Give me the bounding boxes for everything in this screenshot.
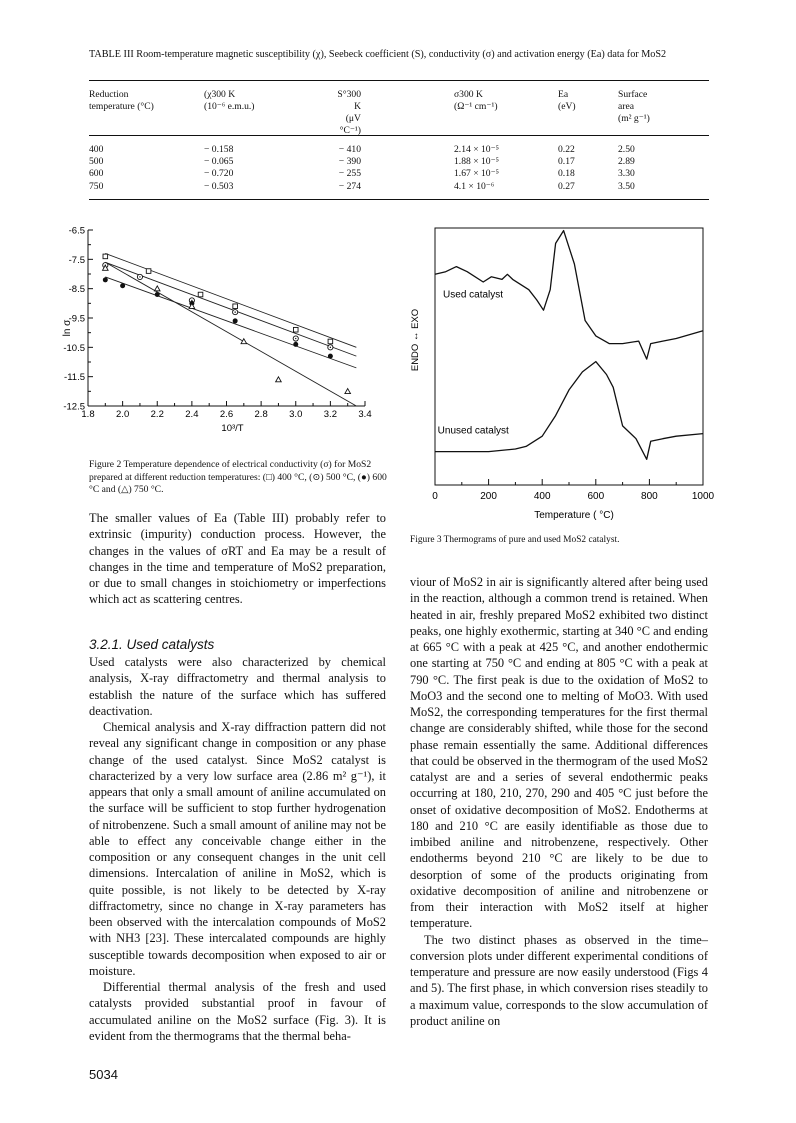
left-column-intro <box>89 510 386 608</box>
table-column <box>558 144 575 193</box>
table-cell: 2.14 × 10⁻⁵ <box>454 144 499 155</box>
table-column-header: Surface area (m² g⁻¹) <box>618 89 650 124</box>
paragraph: viour of MoS2 in air is significantly altered after being used in the reaction, although a common trend is retained. When heated in air, freshly prepared MoS2 exhibited two distinct peaks, one highly exothermic, starting at 340 °C and ending at 665 °C with a peak at 425 °C, and another endothermic one starting at 750 °C and ending at 805 °C with a peak at 790 °C. The first peak is due to the oxidation of MoS2 to MoO3 and the second one to melting of MoO3. With used MoS2, the corresponding temperatures for the first thermal change are considerably shifted, while those for the second phase remain essentially the same. Additional differences that could be observed in the thermogram of the used MoS2 catalyst are and a series of several endothermic peaks occurring at 180, 210, 270, 290 and 405 °C just before the onset of oxidative decomposition of MoS2. Endotherms at 180 and 210 °C are easily identifiable as those due to imbibed aniline and nitrobenzene, respectively. Other endotherms beyond 210 °C are likely to be due to desorption of some of the products originating from oxidative decomposition of aniline and nitrobenzene or from their interaction with MoS2 itself at higher temperature. <box>410 575 708 931</box>
data-point <box>103 277 108 282</box>
table-cell: − 274 <box>338 180 361 192</box>
x-tick-label: 800 <box>641 491 658 502</box>
table-cell: 2.89 <box>618 156 635 168</box>
paragraph: Used catalysts were also characterized by chemical analysis, X-ray diffractometry and thermal analysis to establish the nature of the surface which has suffered deactivation. <box>89 655 386 718</box>
y-axis-label: ENDO ↔ EXO <box>410 308 421 372</box>
data-point-center <box>330 347 331 348</box>
page-number: 5034 <box>89 1067 118 1082</box>
table-column <box>204 144 233 193</box>
table-cell: 3.30 <box>618 168 635 180</box>
x-tick-label: 1.8 <box>81 409 95 420</box>
table-cell: − 255 <box>338 168 361 180</box>
table-column-header: S°300 K (μV °C⁻¹) <box>337 89 361 136</box>
x-tick-label: 2.0 <box>116 409 130 420</box>
x-tick-label: 2.2 <box>150 409 164 420</box>
table-cell: − 0.065 <box>204 156 234 168</box>
figure-3-caption: Figure 3 Thermograms of pure and used MoS2 catalyst. <box>410 535 620 545</box>
data-point-center <box>139 276 140 277</box>
x-tick-label: 2.6 <box>219 409 234 420</box>
right-column-body <box>410 574 708 1029</box>
x-tick-label: 400 <box>533 491 551 502</box>
paragraph: The smaller values of Ea (Table III) probably refer to extrinsic (impurity) conduction process. However, the changes in the values of σRT and Ea may be a result of changes in the time and temperature of MoS2 preparation, or due to small changes in stoichiometry or imperfections which act as scattering centres. <box>89 511 386 607</box>
x-tick-label: 3.2 <box>323 409 337 420</box>
table-column <box>329 144 361 193</box>
data-point <box>146 269 151 274</box>
table-column <box>618 144 635 193</box>
table-cell: − 390 <box>338 156 361 168</box>
table-cell: − 410 <box>338 144 361 155</box>
data-point <box>233 304 238 309</box>
paragraph: The two distinct phases as observed in the time–conversion plots under different experimental conditions of temperature and pressure are now easily understood (Figs 4 and 5). The first phase, in which conversion rises steadily to a maximum value, corresponds to the slow accumulation of product aniline on <box>410 932 708 1028</box>
data-point <box>241 339 247 344</box>
table-cell: 3.50 <box>618 180 635 192</box>
unused-catalyst-curve <box>435 362 703 460</box>
data-point <box>120 283 125 288</box>
data-point <box>233 318 238 323</box>
left-column-body <box>89 654 386 1044</box>
data-point <box>154 286 160 291</box>
table-column <box>89 144 103 193</box>
figure-2-chart <box>60 222 390 452</box>
y-tick-label: -7.5 <box>68 254 85 266</box>
y-axis-label: ln σ <box>62 319 73 337</box>
data-point <box>345 389 351 394</box>
plot-frame <box>435 228 703 485</box>
y-tick-label: -12.5 <box>63 401 85 413</box>
table-cell: 0.18 <box>558 168 575 180</box>
x-axis-label: 10³/T <box>221 423 244 434</box>
table-cell: 0.17 <box>558 156 575 168</box>
x-tick-label: 200 <box>480 491 497 502</box>
paragraph: Chemical analysis and X-ray diffraction pattern did not reveal any significant change in composition or any phase change of the used catalyst. Since MoS2 catalyst is characterized by a very low surface area (2.86 m² g⁻¹), it appears that only a small amount of aniline accumulated on the surface will be sufficient to stop further hydrogenation of nitrobenzene. Such a small amount of aniline may not be able to effect any conceivable change either in the composition or any consequent changes in the unit cell dimensions. Intercalation of aniline in MoS2, which is quite possible, is not likely to be detected by X-ray diffractometry, since no change in X-ray parameters has been observed with the intercalation compounds of MoS2 with NH3 [23]. These intercalated compounds are highly susceptible towards decomposition when exposed to air or moisture. <box>89 720 386 978</box>
table-cell: 600 <box>89 168 104 180</box>
table-column <box>454 144 499 193</box>
table-cell: 1.88 × 10⁻⁵ <box>454 156 499 168</box>
table-column-header: Ea (eV) <box>558 89 576 112</box>
paragraph: Differential thermal analysis of the fresh and used catalysts provided substantial proof in favour of accumulated aniline on the MoS2 surface (Fig. 3). It is evident from the thermograms that the thermal beha- <box>89 980 386 1043</box>
table-bottom-rule <box>89 199 709 200</box>
x-tick-label: 2.8 <box>254 409 268 420</box>
table-cell: 750 <box>89 180 104 192</box>
table-cell: 400 <box>89 144 104 155</box>
figure-3-chart <box>398 220 718 525</box>
data-point-center <box>234 311 235 312</box>
table-cell: − 0.158 <box>204 144 234 155</box>
y-tick-label: -6.5 <box>68 225 85 237</box>
data-point <box>328 354 333 359</box>
fit-line <box>105 262 356 356</box>
table-header-rule <box>89 135 709 136</box>
unused-catalyst-label: Unused catalyst <box>437 425 509 437</box>
x-tick-label: 3.4 <box>358 409 372 420</box>
table-column-header: (χ300 K (10⁻⁶ e.m.u.) <box>204 89 255 112</box>
x-axis-label: Temperature ( °C) <box>534 510 614 521</box>
section-heading: 3.2.1. Used catalysts <box>89 637 215 652</box>
table-cell: 0.22 <box>558 144 575 155</box>
data-point <box>198 292 203 297</box>
table-cell: − 0.503 <box>204 180 234 192</box>
x-tick-label: 600 <box>587 491 605 502</box>
x-tick-label: 2.4 <box>185 409 199 420</box>
data-point <box>293 327 298 332</box>
fit-line <box>105 262 356 406</box>
y-tick-label: -9.5 <box>68 313 85 325</box>
y-tick-label: -11.5 <box>64 372 85 384</box>
fit-line <box>105 253 356 347</box>
table-top-rule <box>89 80 709 81</box>
table-column-header: σ300 K (Ω⁻¹ cm⁻¹) <box>454 89 498 112</box>
table-column-header: Reduction temperature (°C) <box>89 89 154 112</box>
table-cell: 2.50 <box>618 144 635 155</box>
x-tick-label: 0 <box>432 491 438 502</box>
table-cell: 4.1 × 10⁻⁶ <box>454 180 495 192</box>
data-point-center <box>295 338 296 339</box>
data-point <box>103 254 108 259</box>
table-caption: TABLE III Room-temperature magnetic susceptibility (χ), Seebeck coefficient (S), conductivity (σ) and activation energy (Ea) data for MoS2 <box>89 49 667 60</box>
table-cell: − 0.720 <box>204 168 234 180</box>
table-cell: 1.67 × 10⁻⁵ <box>454 168 499 180</box>
data-point <box>328 339 333 344</box>
table-cell: 0.27 <box>558 180 575 192</box>
table-cell: 500 <box>89 156 104 168</box>
used-catalyst-label: Used catalyst <box>443 289 504 301</box>
y-tick-label: -8.5 <box>68 284 85 296</box>
y-tick-label: -10.5 <box>63 342 85 354</box>
fit-line <box>105 277 356 368</box>
x-tick-label: 3.0 <box>289 409 303 420</box>
data-point <box>276 377 282 382</box>
x-tick-label: 1000 <box>691 491 715 502</box>
figure-2-caption: Figure 2 Temperature dependence of electrical conductivity (σ) for MoS2 prepared at different reduction temperatures: (□) 400 °C, (⊙) 500 °C, (●) 600 °C and (△) 750 °C. <box>89 459 387 495</box>
data-point <box>293 342 298 347</box>
